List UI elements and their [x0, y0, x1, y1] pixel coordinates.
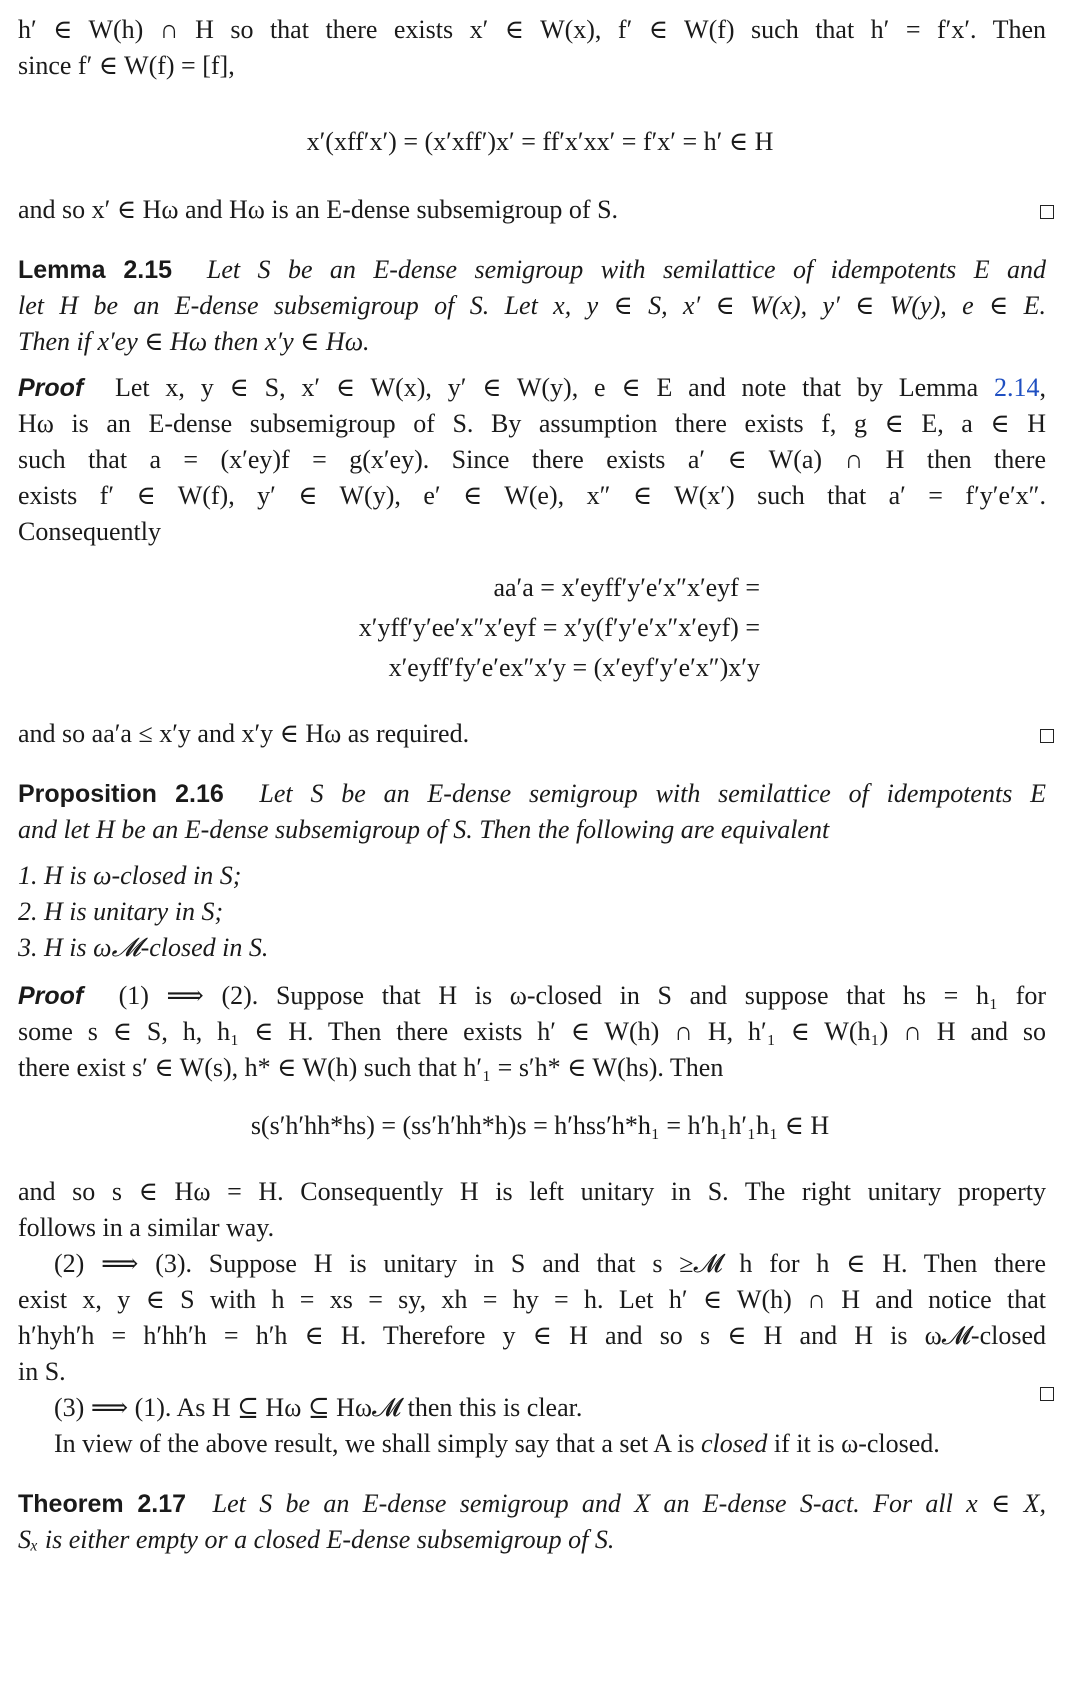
- text-block: [18, 716, 1046, 752]
- lemma-text: Then if x′ey ∈ Hω then x′y ∈ Hω.: [18, 327, 370, 356]
- display-equation: x′yff′y′ee′x″x′eyf = x′y(f′y′e′x″x′eyf) =: [358, 613, 760, 642]
- remark-paragraph: [18, 1426, 1046, 1462]
- text-block: [18, 192, 1046, 228]
- text-line: exists f′ ∈ W(f), y′ ∈ W(y), e′ ∈ W(e), x″ ∈ W(x′) such that a′ = f′y′e′x″.: [18, 481, 1046, 510]
- list-item: 2. H is unitary in S;: [18, 897, 224, 926]
- proof-label: Proof: [18, 374, 84, 402]
- text-line: h′hyh′h = h′hh′h = h′h ∈ H. Therefore y ∈ H and so s ∈ H and H is ω𝓜-closed: [18, 1321, 1046, 1350]
- proof-proposition-2-16: [18, 978, 1046, 1086]
- proof-text: Let x, y ∈ S, x′ ∈ W(x), y′ ∈ W(y), e ∈ E and note that by Lemma: [114, 373, 979, 402]
- list-item: 1. H is ω-closed in S;: [18, 861, 242, 890]
- display-equation: x′eyff′fy′e′ex″x′y = (x′eyf′y′e′x″)x′y: [388, 653, 760, 682]
- text-line: exist x, y ∈ S with h = xs = sy, xh = hy = h. Let h′ ∈ W(h) ∩ H and notice that: [18, 1285, 1046, 1314]
- proof-label: Proof: [18, 982, 84, 1010]
- proof-continuation: [18, 12, 1046, 84]
- proof-text: (1) ⟹ (2). Suppose that H is ω-closed in S and suppose that hs = h₁ for: [118, 981, 1046, 1010]
- qed-square-icon: [1040, 205, 1054, 219]
- lemma-text: Let S be an E-dense semigroup with semilattice of idempotents E and: [206, 255, 1046, 284]
- lemma-heading: Lemma 2.15: [18, 256, 173, 284]
- text-line: and so s ∈ Hω = H. Consequently H is left unitary in S. The right unitary property: [18, 1177, 1046, 1206]
- display-equation: aa′a = x′eyff′y′e′x″x′eyf =: [493, 573, 760, 602]
- lemma-2-15: [18, 252, 1046, 360]
- text-line: there exist s′ ∈ W(s), h* ∈ W(h) such that h′₁ = s′h* ∈ W(hs). Then: [18, 1053, 724, 1082]
- proposition-2-16: [18, 776, 1046, 848]
- theorem-text: Sₓ is either empty or a closed E-dense subsemigroup of S.: [18, 1525, 615, 1554]
- proposition-heading: Proposition 2.16: [18, 780, 224, 808]
- text-run: In view of the above result, we shall simply say that a set A is: [54, 1429, 701, 1458]
- text-line: some s ∈ S, h, h₁ ∈ H. Then there exists h′ ∈ W(h) ∩ H, h′₁ ∈ W(h₁) ∩ H and so: [18, 1017, 1046, 1046]
- proof-lemma-2-15: [18, 370, 1046, 550]
- text-line: Hω is an E-dense subsemigroup of S. By assumption there exists f, g ∈ E, a ∈ H: [18, 409, 1046, 438]
- text-run: if it is ω-closed.: [767, 1429, 940, 1458]
- display-equation: x′(xff′x′) = (x′xff′)x′ = ff′x′xx′ = f′x′ = h′ ∈ H: [306, 127, 774, 156]
- theorem-2-17: [18, 1486, 1046, 1558]
- lemma-text: let H be an E-dense subsemigroup of S. Let x, y ∈ S, x′ ∈ W(x), y′ ∈ W(y), e ∈ E.: [18, 291, 1046, 320]
- text-line: since f′ ∈ W(f) = [f],: [18, 51, 235, 80]
- proposition-text: and let H be an E-dense subsemigroup of S. Then the following are equivalent: [18, 815, 830, 844]
- text-line: (3) ⟹ (1). As H ⊆ Hω ⊆ Hω𝓜 then this is clear.: [54, 1393, 583, 1422]
- text-line: such that a = (x′ey)f = g(x′ey). Since there exists a′ ∈ W(a) ∩ H then there: [18, 445, 1046, 474]
- emphasis-closed: closed: [701, 1429, 768, 1458]
- proof-continuation: [18, 1174, 1046, 1426]
- text-line: Consequently: [18, 517, 161, 546]
- lemma-reference-link[interactable]: 2.14: [994, 373, 1040, 402]
- text-line: and so aa′a ≤ x′y and x′y ∈ Hω as required.: [18, 719, 470, 748]
- qed-square-icon: [1040, 729, 1054, 743]
- theorem-text: Let S be an E-dense semigroup and X an E-dense S-act. For all x ∈ X,: [212, 1489, 1046, 1518]
- display-equation: s(s′h′hh*hs) = (ss′h′hh*h)s = h′hss′h*h₁ = h′h₁h′₁h₁ ∈ H: [250, 1111, 830, 1140]
- list-item: 3. H is ω𝓜-closed in S.: [18, 933, 269, 962]
- equivalence-list: [18, 858, 1046, 966]
- qed-square-icon: [1040, 1387, 1054, 1401]
- text-line: in S.: [18, 1357, 66, 1386]
- text-line: h′ ∈ W(h) ∩ H so that there exists x′ ∈ W(x), f′ ∈ W(f) such that h′ = f′x′. Then: [18, 15, 1046, 44]
- text-line: and so x′ ∈ Hω and Hω is an E-dense subsemigroup of S.: [18, 195, 619, 224]
- theorem-heading: Theorem 2.17: [18, 1490, 187, 1518]
- proposition-text: Let S be an E-dense semigroup with semilattice of idempotents E: [259, 779, 1046, 808]
- punctuation: ,: [1039, 373, 1046, 402]
- text-line: follows in a similar way.: [18, 1213, 275, 1242]
- text-line: (2) ⟹ (3). Suppose H is unitary in S and that s ≥𝓜 h for h ∈ H. Then there: [54, 1249, 1046, 1278]
